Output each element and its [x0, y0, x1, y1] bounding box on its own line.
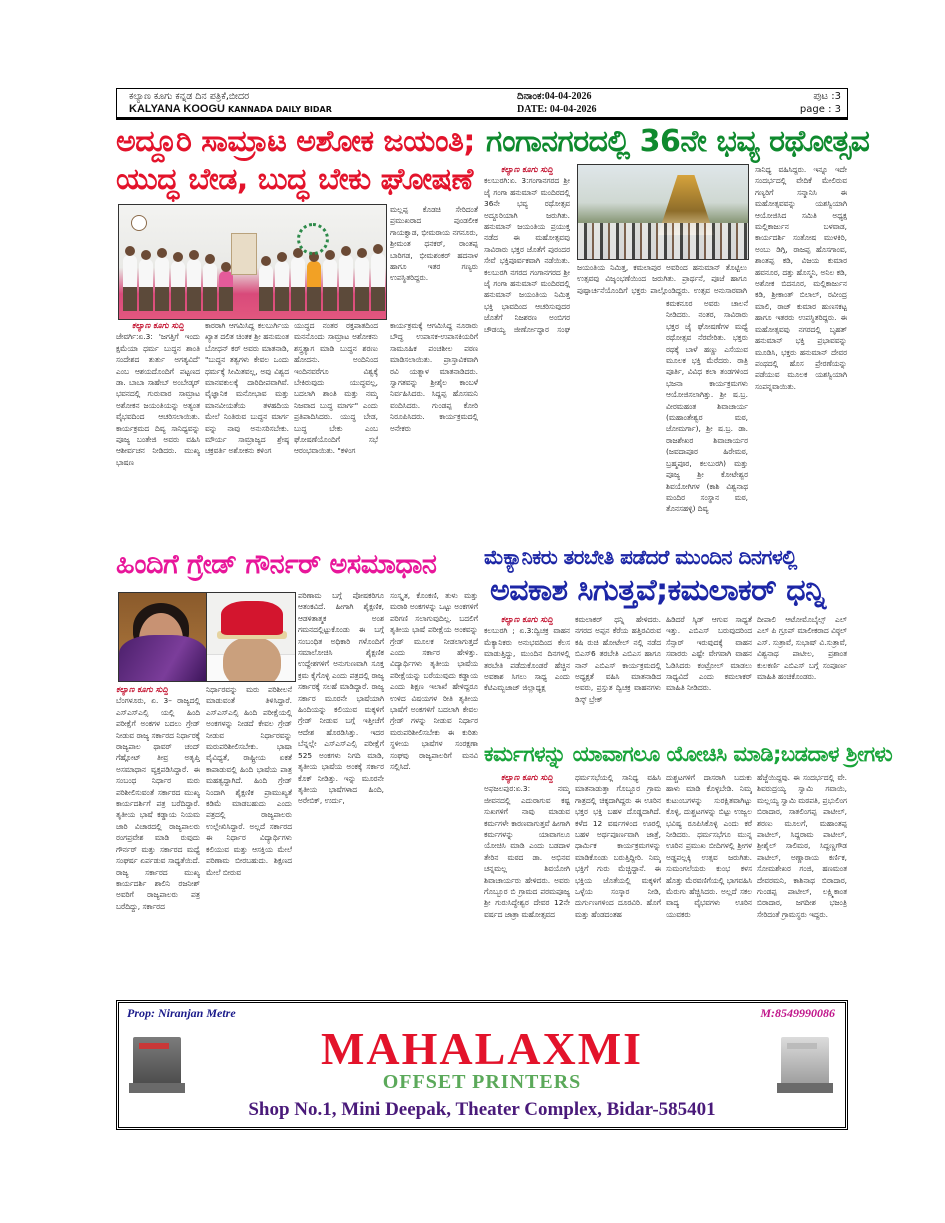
ashoka-col1 [116, 320, 200, 540]
masthead-date [509, 89, 787, 117]
rathotsava-photo [577, 164, 749, 260]
hindi-col4: ಸಂಸ್ಕೃತ, ಕೊಂಕಣಿ, ತುಳು ಮತ್ತು ಮರಾಠಿ ಅಂಕಗಳನ್ನು ಒಟ್ಟು ಅಂಕಗಳಿಗೆ ಪರಿಗಣಿ ಸಲಾಗುವುದಿಲ್ಲ. ಬದಲಿಗೆ ತೃತೀಯ ಭಾಷೆ ಪರೀಕ್ಷೆಯ ಅಂಕವನ್ನು ಗ್ರೇಡ್ ಮೂಲಕ ನೀಡಲಾಗುತ್ತದೆ ಎಂದು ಸರ್ಕಾರ ಹೇಳಿತ್ತು. ವಿದ್ಯಾರ್ಥಿಗಳು ತೃತೀಯ ಭಾಷೆಯ ಪರೀಕ್ಷೆಯನ್ನು ಬರೆಯುವುದು ಕಡ್ಡಾಯ ಎಂದು ಶಿಕ್ಷಣ ಇಲಾಖೆ ಹೇಳಿದ್ದರೂ ಉಳಿದ ವಿಷಯಗಳ ರೀತಿ ತೃತೀಯ ಭಾಷೆಗೆ ಅಂಕಗಳಿಗೆ ಬದಲಾಗಿ ಕೇವಲ ಗ್ರೇಡ್ ಗಳನ್ನು ನೀಡುವ ನಿರ್ಧಾರ ಮರುಪರಿಶೀಲಿಸಬೇಕು ಈ ಕುರಿತು ಸ್ಥಳೀಯ ಭಾಷೆಗಳ ಸಂರಕ್ಷಣಾ ಸಂಘವು ರಾಜ್ಯಪಾಲರಿಗೆ ಮನವಿ ಸಲ್ಲಿಸಿದೆ. [390, 591, 478, 772]
ashoka-col4-top: ಮಲ್ಲಪ್ಪ ಕೊಡಚಿ ಸೇರಿದಂತೆ ಪ್ರಮುಖರಾದ ಪುಂಡಲೀಕ ಗಾಯಕ್ವಾಡ, ಭೀಮರಾಯ ನಗನೂರು, ಶ್ರೀಮಂತ ಧನಕರ್, ರಾಂತಪ್ಪ ಬಾರಿಗಡ, ಭೀಮಶಂಕರ್ ಹದನಾಳ ಹಾಗೂ ಇತರ ಗಣ್ಯರು ಉಪಸ್ಥಿತರಿದ್ದರು. [390, 205, 478, 283]
masthead-english-page: page : 3 [799, 104, 841, 115]
karma-byline: ಕಲ್ಯಾಣ ಕೂಗು ಸುದ್ದಿ [500, 773, 554, 782]
ad-proprietor: Prop: Niranjan Metre [127, 1006, 236, 1020]
ashoka-jayanti-photo [118, 204, 387, 320]
hindi-col2: ನಿರ್ಧಾರವನ್ನು ಮರು ಪರಿಶೀಲನೆ ಮಾಡುವಂತೆ ತಿಳಿಸಿದ್ದಾರೆ. ಎಸ್ಎಸ್ಎಲ್ಸಿ ಹಿಂದಿ ಪರೀಕ್ಷೆಯಲ್ಲಿ ಅಂಕಗಳನ್ನು ನೀಡದೆ ಕೇವಲ ಗ್ರೇಡ್ ನೀಡುವ ನಿರ್ಧಾರವನ್ನು ಮರುಪರಿಶೀಲಿಸಬೇಕು. ಭಾಷಾ ವೈವಿಧ್ಯತೆ, ರಾಷ್ಟ್ರೀಯ ಏಕತೆ ಕಾಪಾಡುವಲ್ಲಿ ಹಿಂದಿ ಭಾಷೆಯ ಪಾತ್ರ ಮಹತ್ವದ್ದಾಗಿದೆ. ಹಿಂದಿ ಗ್ರೇಡ್ ನಿಂದಾಗಿ ಶೈಕ್ಷಣಿಕ ಪ್ರಾಮುಖ್ಯತೆ ಕಡಿಮೆ ಮಾಡಬಹುದು ಎಂದು ಪತ್ರದಲ್ಲಿ ರಾಜ್ಯಪಾಲರು ಉಲ್ಲೇಖಿಸಿದ್ದಾರೆ. ಅಲ್ಲದೆ ಸರ್ಕಾರದ ಈ ನಿರ್ಧಾರ ವಿದ್ಯಾರ್ಥಿಗಳು ಕಲಿಯುವ ಮತ್ತು ಆಸಕ್ತಿಯ ಮೇಲೆ ಪರಿಣಾಮ ಬೀರಬಹುದು. ಶಿಕ್ಷಣದ ಮೇಲೆ ಬೀರುವ [206, 685, 292, 877]
headline-mechanics-line1: ಮೆಕ್ಯಾನಿಕರು ತರಬೇತಿ ಪಡೆದರೆ ಮುಂದಿನ ದಿನಗಳಲ್ಲಿ [484, 545, 797, 569]
headline-hindi-grade: ಹಿಂದಿಗೆ ಗ್ರೇಡ್ ಗೌರ್ನರ್ ಅಸಮಾಧಾನ [116, 549, 437, 580]
headline-mechanics-line2: ಅವಕಾಶ ಸಿಗುತ್ತವೆ;ಕಮಲಾಕರ್ ಧನ್ನಿ [490, 573, 826, 608]
governor-photo [206, 592, 296, 682]
official-photo-woman [118, 592, 208, 682]
masthead-left [117, 89, 509, 117]
rathotsava-byline: ಕಲ್ಯಾಣ ಕೂಗು ಸುದ್ದಿ [500, 165, 554, 174]
headline-karma: ಕರ್ಮಗಳನ್ನು ಯಾವಾಗಲೂ ಯೋಚಿಸಿ ಮಾಡಿ;ಬಡದಾಳ ಶ್ರೀಗಳು [484, 742, 893, 766]
masthead [116, 88, 848, 120]
mechanics-col4: ದೀಪಾಲಿ ಆಟೋಮೊಬೈಲ್ಸ್ ಎಲ್ ಎಲ್ ಪಿ ಗ್ರೂಪ್ ಮಾಲೀಕರಾದ ವಿಠ್ಠಲ್ ಎಸ್. ಸುತ್ರಾವೆ, ಸುಭಾಷ್ ವಿ.ಸುತ್ರಾವೆ, ವಿಶ್ವನಾಥ ಪಾಟೀಲ, ಪ್ರಶಾಂತ ಕುಲಕರ್ಣಿ ಎಬಿಎಸ್ ಬಗ್ಗೆ ಸಂಪೂರ್ಣ ಮಾಹಿತಿ ಹಂಚಿಕೊಂಡರು. [757, 615, 847, 682]
ad-phone: M:8549990086 [760, 1006, 835, 1020]
ad-subtitle: OFFSET PRINTERS [382, 1071, 582, 1093]
ashoka-col2: ಕಾರರಾಗಿ ಆಗಮಿಸಿದ್ದ ಕಲಬುರ್ಗಿಯ ಖ್ಯಾತ ದಲಿತ ಚಿಂತಕ ಶ್ರೀ ಹನುಮಂತ ಬೋಧನ್ ಕರ್ ಅವರು ಮಾತನಾಡಿ, "ಬುದ್ಧನ ತತ್ವಗಳು ಕೇವಲ ಒಂದು ಧರ್ಮಕ್ಕೆ ಸೀಮಿತವಲ್ಲ, ಅವು ವಿಶ್ವದ ಮಾನವಕುಲಕ್ಕೆ ದಾರಿದೀಪವಾಗಿವೆ. ವೈಜ್ಞಾನಿಕ ಮನೋಭಾವ ಮತ್ತು ಮಾನವೀಯತೆಯ ತಳಹದಿಯ ಮೇಲೆ ನಿಂತಿರುವ ಬುದ್ಧನ ಮಾರ್ಗ ವನ್ನು ನಾವು ಅನುಸರಿಸಬೇಕು. ಮೌರ್ಯ ಸಾಮ್ರಾಜ್ಯದ ಶ್ರೇಷ್ಠ ಚಕ್ರವರ್ತಿ ಅಶೋಕನು ಕಳಿಂಗ [205, 321, 289, 456]
hindi-col1-text: ಬೆಂಗಳೂರು, ಏ. 3– ರಾಜ್ಯದಲ್ಲಿ ಎಸ್ಎಸ್ಎಲ್ಸಿ ಯಲ್ಲಿ ಹಿಂದಿ ಪರೀಕ್ಷೆಗೆ ಅಂಕಗಳ ಬದಲು ಗ್ರೇಡ್ ನೀಡುವ ರಾಜ್ಯ ಸರ್ಕಾರದ ನಿರ್ಧಾರಕ್ಕೆ ರಾಜ್ಯಪಾಲ ಥಾವರ್ ಚಂದ್ ಗೆಹ್ಲೋಟ್ ತೀವ್ರ ಅತೃಪ್ತಿ ಅಸಮಾಧಾನ ವ್ಯಕ್ತಪಡಿಸಿದ್ದಾರೆ. ಈ ಸಂಬಂಧ ನಿರ್ಧಾರ ಮರು ಪರಿಶೀಲಿಸುವಂತೆ ಸರ್ಕಾರದ ಮುಖ್ಯ ಕಾರ್ಯದರ್ಶಿಗೆ ಪತ್ರ ಬರೆದಿದ್ದಾರೆ. ತೃತೀಯ ಭಾಷೆ ಕಡ್ಡಾಯ ನಿಯಮ ಜಾರಿ ವಿಚಾರದಲ್ಲಿ ರಾಜ್ಯಪಾಲರು ರಂಗಪ್ರವೇಶ ಮಾಡಿ ರುವುದು ಗೌರ್ನರ್ ಮತ್ತು ಸರ್ಕಾರದ ಮಧ್ಯೆ ಸಂಘರ್ಷ ಏರ್ಪಡುವ ಸಾಧ್ಯತೆಯಿದೆ. ರಾಜ್ಯ ಸರ್ಕಾರದ ಮುಖ್ಯ ಕಾರ್ಯದರ್ಶಿ ಶಾಲಿನಿ ರಜನೀಶ್ ಅವರಿಗೆ ರಾಜ್ಯಪಾಲರು ಪತ್ರ ಬರೆದಿದ್ದು, ಸರ್ಕಾರದ [116, 696, 200, 911]
devotee-crowd [578, 223, 748, 259]
karma-col4: ಹೆಜ್ಜೆಯಿದ್ದವು. ಈ ಸಂದರ್ಭದಲ್ಲಿ ವೇ. ಶಿವರುದ್ರಯ್ಯ ಸ್ವಾಮಿ ಗವಾಯಿ, ಮಲ್ಲಯ್ಯ ಸ್ವಾಮಿ ಮಠಪತಿ, ಪ್ರಭುಲಿಂಗ ಬಿರಾದಾರ, ಸಾತಲಿಂಗಪ್ಪ ಪಾಟೀಲ್, ಶರಣು ಮೂಲಗೆ, ಮಹಾಂತಪ್ಪ ಪಾಟೀಲ್, ಸಿದ್ದರಾಮ ಪಾಟೀಲ್, ಶ್ರೀಶೈಲ್ ಸಾಲಿಮಠ, ಸಿದ್ದಣ್ಣಗೌಡ ಪಾಟೀಲ್, ಅಣ್ಣಾರಾಯ ಕರ್ಣಿಕ, ಸೋಮಶೇಖರ ಗಂಜಿ, ಹಣಮಂತ ದೇವರಮನಿ, ಕಾಶಿನಾಥ ಬಿರಾದಾರ, ಗುಂಡಪ್ಪ ಪಾಟೀಲ್, ಲಕ್ಷ್ಮಿಕಾಂತ ಬಿರಾದಾರ, ಜಗದೀಶ ಭಜಂತ್ರಿ ಸೇರಿದಂತೆ ಗ್ರಾಮಸ್ಥರು ಇದ್ದರು. [757, 773, 847, 919]
mechanics-byline: ಕಲ್ಯಾಣ ಕೂಗು ಸುದ್ದಿ [500, 615, 554, 624]
wall-emblem [297, 223, 329, 255]
masthead-kannada-date: ದಿನಾಂಕ:04-04-2026 [517, 91, 592, 102]
ashoka-col4-bottom: ಕಾರ್ಯಕ್ರಮಕ್ಕೆ ಆಗಮಿಸಿದ್ದ ನೂರಾರು ಬೌದ್ಧ ಉಪಾಸಕ-ಉಪಾಸಕಿಯರಿಗೆ ಸಾಮೂಹಿಕ ಪಂಚಶೀಲ ಪಠಣ ಮಾಡಿಸಲಾಯಿತು. ಪ್ರಾಸ್ತಾವಿಕವಾಗಿ ರವಿ ಯತ್ನಾಳ ಮಾತನಾಡಿದರು. ಸ್ವಾಗತವನ್ನು ಶ್ರೀಶೈಲ ಕಾಂಬಳೆ ನಿರ್ವಹಿಸಿದರು. ಸಿದ್ದಪ್ಪ ಹೊಸಮನಿ ವಂದಿಸಿದರು. ಗುಂಡಪ್ಪ ಕೋರಿ ನಿರೂಪಿಸಿದರು. ಕಾರ್ಯಕ್ರಮದಲ್ಲಿ ಅನೇಕರು [390, 321, 478, 433]
karma-col2: ಧರ್ಮಸಭೆಯಲ್ಲಿ ಸಾನಿಧ್ಯ ವಹಿಸಿ ಮಾತನಾಡುತ್ತಾ ಗೊಬ್ಬೂರ ಗ್ರಾಮ ಗಾತ್ರದಲ್ಲಿ ಚಿಕ್ಕದಾಗಿದ್ದರು ಈ ಊರಿನ ಭಕ್ತರ ಭಕ್ತಿ ಬಹಳ ದೊಡ್ಡದಾಗಿದೆ. ಕಳೆದ 12 ವರ್ಷಗಳಿಂದ ಊರಲ್ಲಿ ಬಹಳ ಅರ್ಥಪೂರ್ಣವಾಗಿ ಜಾತ್ರೆ, ಧಾರ್ಮಿಕ ಕಾರ್ಯಕ್ರಮಗಳನ್ನು ಮಾಡಿಕೊಂಡು ಬರುತ್ತಿದ್ದೀರಿ. ನಿಮ್ಮ ಭಕ್ತಿಗೆ ಗುರು ಮೆಚ್ಚಿದ್ದಾನೆ. ಈ ಭಕ್ತಿಯ ಜೊತೆಯಲ್ಲಿ ಮಕ್ಕಳಿಗೆ ಒಳ್ಳೆಯ ಸಂಸ್ಕಾರ ನೀಡಿ, ದುರ್ಗುಣಗಳಿಂದ ದೂರವಿರಿ. ಹೊಗೆ ಮತ್ತು ಹೆಂಡದಂತಹ [575, 773, 661, 919]
headline-ashoka-line2: ಯುದ್ಧ ಬೇಡ, ಬುದ್ಧ ಬೇಕು ಘೋಷಣೆ [116, 162, 473, 197]
mechanics-col2: ಕಮಲಾಕರ್ ಧನ್ನಿ ಹೇಳಿದರು. ನಗರದ ಅಪ್ಪನ ಕೆರೆಯ ಹತ್ತಿರವಿರುವ ಕಷಿ ರುಚಿ ಹೋಟೇಲ್ ನಲ್ಲಿ ನಡೆದ ಬಿಎಸ್6 ತರಬೇತಿ ಎಬಿಎಸ ಹಾಗೂ ನಾನ್ ಎಬಿಎಸ್ ಕಾರ್ಯಕ್ರಮದಲ್ಲಿ ಅಧ್ಯಕ್ಷತೆ ವಹಿಸಿ ಮಾತನಾಡಿದ ಅವರು, ಪ್ರಸ್ತುತ ದ್ವಿಚಕ್ರ ವಾಹನಗಳು ಡಿಸ್ಕ್ ಬ್ರೇಕ್ [575, 615, 661, 704]
mechanics-col1-text: ಕಲಬುರಗಿ ; ಏ.3:ದ್ವಿಚಕ್ರ ವಾಹನ ಮೆಕ್ಯಾನಿಕರು ಅನುಭವದಿಂದ ಕೆಲಸ ಮಾಡುತ್ತಿದ್ದು, ಮುಂದಿನ ದಿನಗಳಲ್ಲಿ ತರಬೇತಿ ಪಡೆದುಕೊಂಡರೆ ಹೆಚ್ಚಿನ ಅವಕಾಶ ಸಿಗಲು ಸಾಧ್ಯ ಎಂದು ಕೆಟಿಎಮ್ಬಜಾಜ್ ಜಿಲ್ಲಾಧ್ಯಕ್ಷ [484, 626, 570, 693]
rathotsava-col2: ಜಯಂತಿಯ ನಿಮಿತ್ತ, ಕಮಲಾಪುರ ಅವರಿಂದ ಹನುಮಾನ್ ತೊಟ್ಟಿಲು ಉತ್ಸವವು ವಿಜೃಂಭಣೆಯಿಂದ ಜರುಗಿತು. ಪ್ರಾರ್ಥನೆ, ಪೂಜೆ ಹಾಗೂ ಪುಷ್ಪಾರ್ಚನೆಯೊಂದಿಗೆ ಭಕ್ತರು ಪಾಲ್ಗೊಂಡಿದ್ದರು. ಉತ್ಸವ ಅನುಸಾರವಾಗಿ [577, 263, 747, 295]
ashoka-col3: ಯುದ್ಧದ ನಂತರ ರಕ್ತಪಾತದಿಂದ ಮನನೊಂದು ಸಾಮ್ರಾಟ ಅಶೋಕನು ಶಸ್ತ್ರತ್ಯಾಗ ಮಾಡಿ ಬುದ್ಧನ ಶರಣು ಹೋದನು. ಅಂದಿನಿಂದ ಇಂದಿನವರೆಗೂ ವಿಶ್ವಕ್ಕೆ ಬೇಕಿರುವುದು ಯುದ್ಧವಲ್ಲ, ಬದಲಾಗಿ ಶಾಂತಿ ಮತ್ತು ನಮ್ಮ ನಿಜವಾದ ಬುದ್ಧ ಮಾರ್ಗ" ಎಂದು ಪ್ರತಿಪಾದಿಸಿದರು. ಯುದ್ಧ ಬೇಡ, ಬುದ್ಧ ಬೇಕು ಎಂಬ ಘೋಷಣೆಯೊಂದಿಗೆ ಸಭೆ ಆರಂಭವಾಯಿತು. "ಕಳಿಂಗ [294, 321, 378, 456]
headline-ashoka-line1: ಅದ್ದೂರಿ ಸಾಮ್ರಾಟ ಅಶೋಕ ಜಯಂತಿ; [116, 124, 475, 159]
karma-col3: ದುಶ್ಚಟಗಳಿಗೆ ದಾಸರಾಗಿ ಬದುಕು ಹಾಳು ಮಾಡಿ ಕೊಳ್ಳಬೇಡಿ. ನಿಮ್ಮ ಕುಟುಂಬಗಳನ್ನು ಸುರಕ್ಷಿತವಾಗಿಟ್ಟು ಕೊಳ್ಳಿ, ದುಶ್ಚಟಗಳನ್ನು ಬಿಟ್ಟು ಉಜ್ವಲ ಭವಿಷ್ಯ ರೂಪಿಸಿಕೊಳ್ಳಿ ಎಂದು ಕರೆ ನೀಡಿದರು. ಧರ್ಮಸಭೆಗೂ ಮುನ್ನ ಊರಿನ ಪ್ರಮುಖ ಬೀದಿಗಳಲ್ಲಿ ಶ್ರೀಗಳ ಅಡ್ಡಪಲ್ಲಕ್ಕಿ ಉತ್ಸವ ಜರುಗಿತು. ಸುಮಂಗಲೆಯರು ಕುಂಭ ಕಳಸ ಹೊತ್ತು ಮೆರವಣಿಗೆಯಲ್ಲಿ ಭಾಗವಹಿಸಿ ಮೆರುಗು ಹೆಚ್ಚಿಸಿದರು. ಅಲ್ಲದೆ ಸಕಲ ವಾದ್ಯ ವೈಭವಗಳು ಊರಿನ ಯುವಕರು [666, 773, 752, 919]
masthead-page [787, 89, 847, 117]
rathotsava-col1 [484, 164, 570, 336]
mahalaxmi-advertisement [116, 1000, 848, 1130]
mechanics-col3: ಹಿಡಿದರೆ ಸ್ಕಿಡ್ ಆಗುವ ಸಾಧ್ಯತೆ ಇತ್ತು. ಎಬಿಎಸ್ ಬರುವುದರಿಂದ ಸೆನ್ಸಾರ್ ಇರುವುದಕ್ಕೆ ವಾಹನ ಸವಾರರು ಎಷ್ಟೇ ವೇಗವಾಗಿ ವಾಹನ ಓಡಿಸಿದರು ಕಂಟ್ರೋಲ್ ಮಾಡಲು ಸಾಧ್ಯವಿದೆ ಎಂದು ಕಮಲಾಕರ್ ಮಾಹಿತಿ ನೀಡಿದರು. [666, 615, 752, 693]
karma-col1-text: ಅಫಜಲಪುರ:ಏ.3: ನಮ್ಮ ಜೀವನದಲ್ಲಿ ಎದುರಾಗುವ ಕಷ್ಟ ಸುಖಗಳಿಗೆ ನಾವು ಮಾಡುವ ಕರ್ಮಗಳೇ ಕಾರಣವಾಗುತ್ತವೆ ಹೀಗಾಗಿ ಕರ್ಮಗಳನ್ನು ಯಾವಾಗಲೂ ಯೋಚಿಸಿ ಮಾಡಿ ಎಂದು ಬಡದಾಳ ತೇರಿನ ಮಠದ ಡಾ. ಅಭಿನವ ಚನ್ನಮಲ್ಲ ಶಿವಯೋಗಿ ಶಿವಾಚಾರ್ಯರು ಹೇಳಿದರು. ಅವರು ಗೊಬ್ಬೂರ ಬಿ ಗ್ರಾಮದ ಪರಮಪೂಜ್ಯ ಶ್ರೀ ಗುರುಸಿದ್ಧೇಶ್ವರ ದೇವರ 12ನೇ ವರ್ಷದ ಜಾತ್ರಾ ಮಹೋತ್ಸವದ [484, 784, 570, 919]
rathotsava-col3: ಕಮಕನೂರ ಅವರು ಚಾಲನೆ ನೀಡಿದರು. ನಂತರ, ಸಾವಿರಾರು ಭಕ್ತರ ಜೈ ಘೋಷಣೆಗಳ ಮಧ್ಯೆ ರಥೋತ್ಸವ ನೆರವೇರಿತು. ಭಕ್ತರು ರಥಕ್ಕೆ ಬಾಳೆ ಹಣ್ಣು ಎಸೆಯುವ ಮೂಲಕ ಭಕ್ತಿ ಮೆರೆದರು. ರಾತ್ರಿ ಪೂರ್ತಿ, ವಿವಿಧ ಕಲಾ ತಂಡಗಳಿಂದ ಭಜನಾ ಕಾರ್ಯಕ್ರಮಗಳು ಆಯೋಜಿಸಲಾಗಿತ್ತು. ಶ್ರೀ ಷ.ಬ್ರ. ವೀರಮಹಂತ ಶಿವಾಚಾರ್ಯ (ಮಹಾಂತೇಶ್ವರ ಮಠ, ಜೋಮರ್ಗಾ), ಶ್ರೀ ಷ.ಬ್ರ. ಡಾ. ರಾಜಶೇಖರ ಶಿವಾಚಾರ್ಯರ (ಜವದಾಪೂರ ಹಿರೇಮಠ, ಬ್ರಹ್ಮಪೂರ, ಕಲಬುರಗಿ) ಮತ್ತು ಪೂಜ್ಯ ಶ್ರೀ ಕೋಟೇಶ್ವರ ಶಿವಯೋಗಿಗಳ (ಕಾಶಿ ವಿಶ್ವನಾಥ ಮಂದಿರ ಸಂಸ್ಥಾನ ಮಠ, ತೊನಸಹಳ್ಳಿ) ದಿವ್ಯ [666, 299, 748, 514]
hindi-col3: ಪರಿಣಾಮ ಬಗ್ಗೆ ಪೋಷಕರಿಗೂ ಆತಂಕವಿದೆ. ಹೀಗಾಗಿ ಶೈಕ್ಷಣಿಕ, ಆಡಳಿತಾತ್ಮಕ ಅಂಶ ಗಮನದಲ್ಲಿಟ್ಟುಕೊಂಡು ಈ ಬಗ್ಗೆ ಸಂಬಂಧಿತ ಅಧಿಕಾರಿ ಗಳೊಂದಿಗೆ ಸಮಾಲೋಚಿಸಿ ಶೈಕ್ಷಣಿಕ ಉದ್ದೇಶಗಳಿಗೆ ಅನುಗುಣವಾಗಿ ಸೂಕ್ತ ಕ್ರಮ ಕೈಗೊಳ್ಳಿ ಎಂದು ಪತ್ರದಲ್ಲಿ ರಾಜ್ಯ ಸರ್ಕಾರಕ್ಕೆ ಸಲಹೆ ಮಾಡಿದ್ದಾರೆ. ರಾಜ್ಯ ಸರ್ಕಾರ ಮೂರನೇ ಭಾಷೆಯಾಗಿ ಹಿಂದಿಯನ್ನು ಕಲಿಯುವ ಮಕ್ಕಳಿಗೆ ಗ್ರೇಡ್ ನೀಡುವ ಬಗ್ಗೆ ಇತ್ತೀಚೆಗೆ ಆದೇಶ ಹೊರಡಿಸಿತ್ತು. ಇದರ ಬೆನ್ನಲ್ಲೇ ಎಸ್ಎಸ್ಎಲ್ಸಿ ಪರೀಕ್ಷೆಗೆ 525 ಅಂಕಗಳು ನಿಗದಿ ಮಾಡಿ, ತೃತೀಯ ಭಾಷೆಯ ಅಂಕಕ್ಕೆ ಸರ್ಕಾರ ಕೊಕ್ ನೀಡಿತ್ತು. ಇನ್ನು ಮೂರನೇ ತೃತೀಯ ಭಾಷೆಗಳಾದ ಹಿಂದಿ, ಅರೇಬಿಕ್, ಉರ್ದು, [298, 591, 384, 806]
portrait-frame [231, 233, 257, 275]
masthead-english-date: DATE: 04-04-2026 [517, 104, 597, 115]
ad-title: MAHALAXMI [320, 1023, 644, 1074]
rathotsava-col4: ಸಾನಿಧ್ಯ ವಹಿಸಿದ್ದರು. ಇನ್ನೂ ಇದೇ ಸಂದರ್ಭದಲ್ಲಿ ವೇದಿಕೆ ಮೇಲಿರುವ ಗಣ್ಯರಿಗೆ ಸನ್ಮಾನಿಸಿ ಈ ಮಹೋತ್ಸವವನ್ನು ಯಶಸ್ವಿಯಾಗಿ ಆಯೋಜಿಸಿದ ಸಮಿತಿ ಅಧ್ಯಕ್ಷ ಮಲ್ಲಿಕಾರ್ಜುನ ಬಳವಾಡ, ಕಾರ್ಯದರ್ಶಿ ಸಂತೋಷ ಮುಳಕಿರಿ, ಅಂಬು ಡಿಗ್ಗಿ, ರಾಜಪ್ಪ ಹೊಸಗಾಂವ, ಶಾಂತಪ್ಪ ಕಡಿ, ವಿಜಯ ಕುಮಾರ ಹವನೂರ, ದತ್ತು ಹೊಸ್ಮನಿ, ಅನಿಲ ಕಡಿ, ಅಶೋಕ ಬಿದನೂರ, ಮಲ್ಲಿಕಾರ್ಜುನ ಕಡಿ, ಶ್ರೀಕಾಂತ್ ಬಿಲಾಲ್, ರವೀಂದ್ರ ಮಾಲಿ, ರಾಜ್ ಕುಮಾರ ಹುಣಸಕಟ್ಟ ಹಾಗೂ ಇತರರು ಉಪಸ್ಥಿತರಿದ್ದರು. ಈ ಮಹೋತ್ಸವವು ನಗರದಲ್ಲಿ ಬೃಹತ್ ಹನುಮಾನ್ ಭಕ್ತಿ ಪ್ರಭಾವವನ್ನು ಮೂಡಿಸಿ, ಭಕ್ತರು ಹನುಮಾನ್ ದೇವರ ಪಂಥದಲ್ಲಿ ಹೊಸ ಪ್ರೇರಣೆಯನ್ನು ಪಡೆಯುವ ಮೂಲಕ ಯಶಸ್ವಿಯಾಗಿ ಸಂಪನ್ನವಾಯಿತು. [755, 165, 847, 391]
masthead-kannada-page: ಪುಟ :3 [813, 91, 841, 102]
mechanics-col1 [484, 614, 570, 734]
hindi-col1 [116, 684, 200, 994]
wall-clock-icon [131, 215, 147, 231]
ad-address: Shop No.1, Mini Deepak, Theater Complex, Bidar-585401 [248, 1099, 716, 1120]
rathotsava-col1-text: ಕಲಬುರಗಿ:ಏ. 3:ಗಂಗಾನಗರದ ಶ್ರೀ ಜೈ ಗಂಗಾ ಹನುಮಾನ್ ಮಂದಿರದಲ್ಲಿ 36ನೇ ಭವ್ಯ ರಥೋತ್ಸವ ಅದ್ದೂರಿಯಾಗಿ ಜರುಗಿತು. ಹನುಮಾನ್ ಜಯಂತಿಯ ಪ್ರಯುಕ್ತ ನಡೆದ ಈ ಮಹೋತ್ಸವವು ಸಾವಿರಾರು ಭಕ್ತರ ಜೊತೆಗೆ ಪುರಂದರ ಸೇವೆ ಭಕ್ತಿಪೂರ್ವಕವಾಗಿ ನಡೆಯಿತು. ಕಲಬುರಗಿ ನಗರದ ಗಂಗಾನಗರದ ಶ್ರೀ ಜೈ ಗಂಗಾ ಹನುಮಾನ್ ಮಂದಿರದಲ್ಲಿ ಹನುಮಾನ್ ಜಯಂತಿಯ ನಿಮಿತ್ತ ಭಕ್ತಿ ಭಾವದಿಂದ ಆಚರಿಸುವುದರ ಜೊತೆಗೆ ನಿಜಶರಣ ಅಂಬಿಗರ ಚೌಡಯ್ಯ ಜೀರ್ಣೋದ್ಧಾರ ಸಂಘ [484, 176, 570, 334]
hindi-byline: ಕಲ್ಯಾಣ ಕೂಗು ಸುದ್ದಿ [116, 685, 169, 694]
rathotsava-col2b [577, 298, 659, 538]
ashoka-col1-text: ಜೇವರ್ಗಿ:ಏ.3: 'ಜಗತ್ತಿಗೆ ಇಂದು ಕ್ಷಮೆಯಾ ಧರ್ಮ ಬುದ್ಧನ ಶಾಂತಿ ಸಂದೇಶದ ತುರ್ತು ಅಗತ್ಯವಿದೆ' ಎಂಬ ಆಶಯದೊಂದಿಗೆ ಪಟ್ಟಣದ ಡಾ. ಬಾಬಾ ಸಾಹೇಬ್ ಅಂಬೇಡ್ಕರ್ ಭವನದಲ್ಲಿ ಗುರುವಾರ ಸಾಮ್ರಾಟ ಅಶೋಕನ ಜಯಂತಿಯನ್ನು ಅತ್ಯಂತ ವೈಭವದಿಂದ ಆಚರಿಸಲಾಯಿತು. ಕಾರ್ಯಕ್ರಮದ ದಿವ್ಯ ಸಾನಿಧ್ಯವನ್ನು ಪೂಜ್ಯ ಬಂತೇಜಿ ಅವರು ವಹಿಸಿ ಆಶೀರ್ವಚನ ನೀಡಿದರು. ಮುಖ್ಯ ಭಾಷಣ [116, 332, 200, 467]
karma-col1 [484, 772, 570, 994]
masthead-english-brand: KALYANA KOOGU KANNADA DAILY BIDAR [129, 103, 332, 115]
headline-rathotsava: ಗಂಗಾನಗರದಲ್ಲಿ 36ನೇ ಭವ್ಯ ರಥೋತ್ಸವ [486, 124, 870, 159]
masthead-kannada-title: ಕಲ್ಯಾಣ ಕೂಗು ಕನ್ನಡ ದಿನ ಪತ್ರಿಕೆ,ಬೀದರ [129, 91, 250, 102]
ashoka-byline: ಕಲ್ಯಾಣ ಕೂಗು ಸುದ್ದಿ [131, 321, 185, 330]
